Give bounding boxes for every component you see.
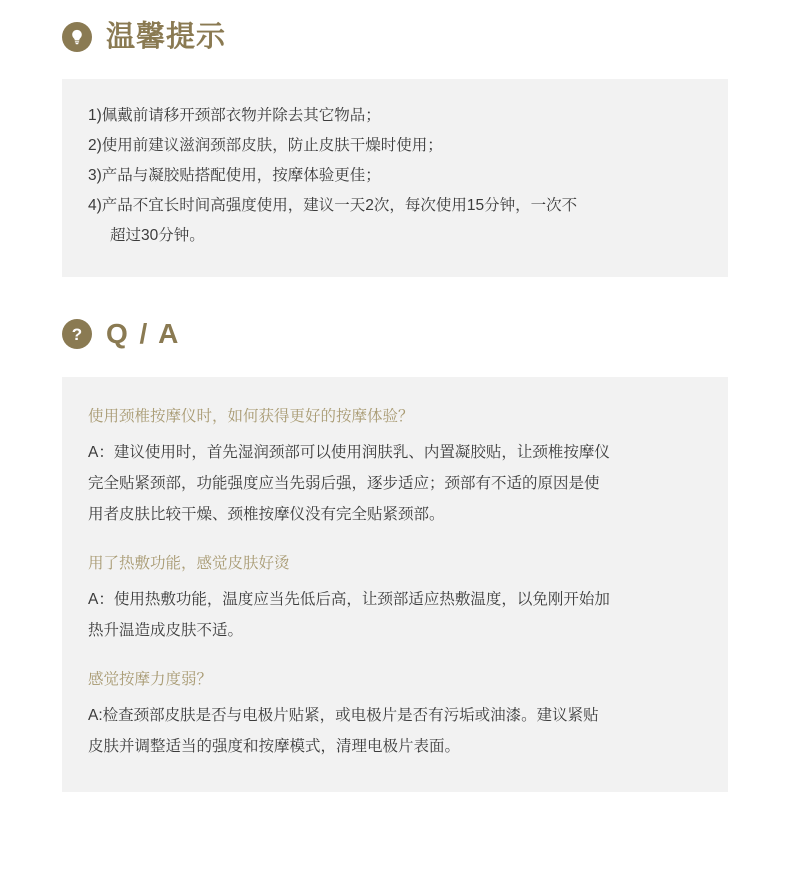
- tips-line: 2)使用前建议滋润颈部皮肤，防止皮肤干燥时使用；: [88, 137, 443, 154]
- tips-section-header: [62, 0, 728, 52]
- qa-answer: [88, 700, 702, 762]
- qa-item: [88, 666, 702, 762]
- qa-answer: [88, 584, 702, 646]
- tips-line: 1)佩戴前请移开颈部衣物并除去其它物品；: [88, 107, 381, 124]
- qa-panel: [62, 377, 728, 792]
- qa-answer-line: A：建议使用时，首先湿润颈部可以使用润肤乳、内置凝胶贴，让颈椎按摩仪: [88, 444, 610, 461]
- qa-item: [88, 550, 702, 646]
- tips-line: 超过30分钟。: [110, 227, 205, 244]
- tips-panel: [62, 79, 728, 277]
- qa-question: 使用颈椎按摩仪时，如何获得更好的按摩体验？: [88, 408, 414, 425]
- qa-answer-line: 用者皮肤比较干燥、颈椎按摩仪没有完全贴紧颈部。: [88, 506, 445, 523]
- qa-answer-line: 热升温造成皮肤不适。: [88, 622, 244, 639]
- qa-answer-line: 皮肤并调整适当的强度和按摩模式，清理电极片表面。: [88, 738, 461, 755]
- qa-section-header: [62, 277, 728, 349]
- qa-answer: [88, 437, 702, 530]
- qa-question: 用了热敷功能，感觉皮肤好烫: [88, 555, 290, 572]
- question-mark-icon: ?: [62, 319, 92, 349]
- qa-answer-line: A：使用热敷功能，温度应当先低后高，让颈部适应热敷温度，以免刚开始加: [88, 591, 610, 608]
- qa-answer-line: 完全贴紧颈部，功能强度应当先弱后强，逐步适应；颈部有不适的原因是使: [88, 475, 600, 492]
- tips-line: 4)产品不宜长时间高强度使用，建议一天2次，每次使用15分钟，一次不: [88, 197, 578, 214]
- qa-item: [88, 403, 702, 530]
- qa-title: Q / A: [106, 318, 181, 349]
- qa-answer-line: A:检查颈部皮肤是否与电极片贴紧，或电极片是否有污垢或油漆。建议紧贴: [88, 707, 599, 724]
- tips-title: 温馨提示: [106, 20, 227, 53]
- qa-question: 感觉按摩力度弱？: [88, 671, 213, 688]
- lightbulb-icon: [62, 22, 92, 52]
- tips-line: 3)产品与凝胶贴搭配使用，按摩体验更佳；: [88, 167, 381, 184]
